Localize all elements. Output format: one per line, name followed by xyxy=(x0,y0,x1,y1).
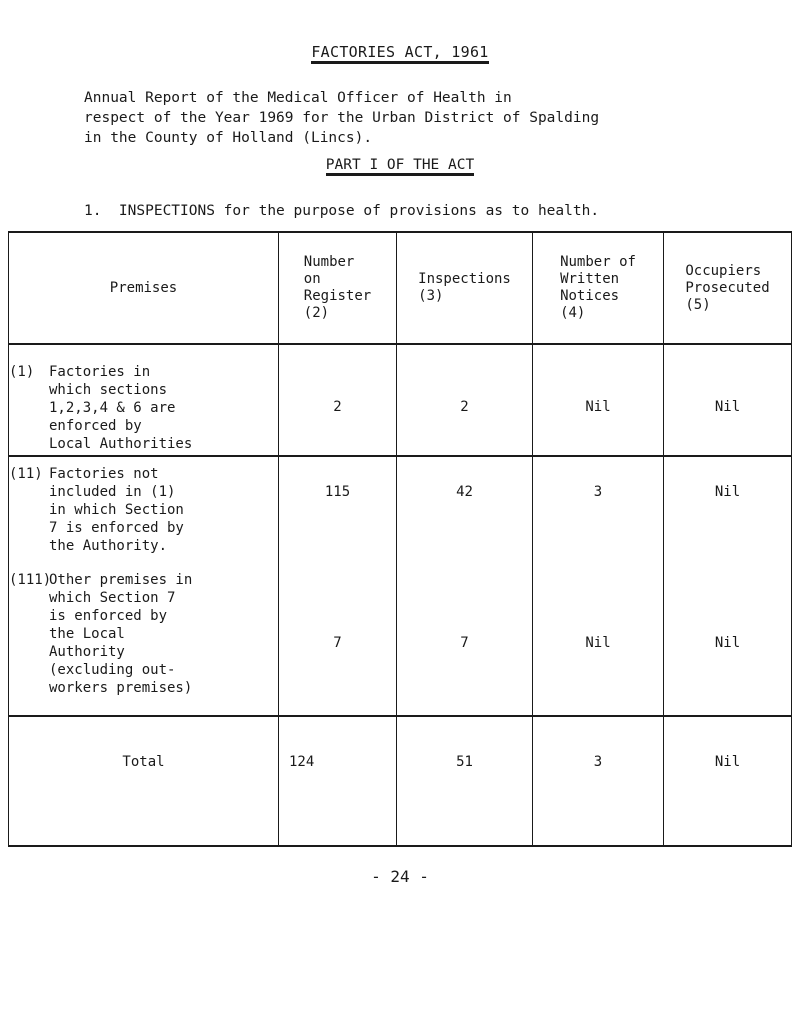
col-header-register: Number on Register (2) xyxy=(279,232,397,344)
inspections-cell: 7 xyxy=(397,563,533,716)
premises-cell xyxy=(9,563,279,716)
row-number: (11) xyxy=(9,466,43,482)
col-header-inspections: Inspections (3) xyxy=(397,232,533,344)
inspections-table xyxy=(8,231,792,847)
prosecuted-cell: Nil xyxy=(664,563,792,716)
total-label: Total xyxy=(9,716,279,846)
premises-label: Other premises in which Section 7 is enforced by the Local Authority (excluding out- workers premises) xyxy=(49,572,193,696)
row-number: (111) xyxy=(9,572,52,588)
total-notices: 3 xyxy=(533,716,664,846)
document-title: FACTORIES ACT, 1961 xyxy=(0,43,800,61)
notices-cell: 3 xyxy=(533,456,664,563)
register-cell: 7 xyxy=(279,563,397,716)
table-row xyxy=(9,456,792,563)
premises-label: Factories not included in (1) in which Section 7 is enforced by the Authority. xyxy=(49,466,184,554)
premises-cell xyxy=(9,456,279,563)
part-heading: PART I OF THE ACT xyxy=(0,157,800,173)
col-header-prosecuted: Occupiers Prosecuted (5) xyxy=(664,232,792,344)
notices-cell: Nil xyxy=(533,344,664,456)
total-row xyxy=(9,716,792,846)
table-row xyxy=(9,344,792,456)
section-heading: 1. INSPECTIONS for the purpose of provisions as to health. xyxy=(84,203,600,219)
inspections-cell: 42 xyxy=(397,456,533,563)
premises-label: Factories in which sections 1,2,3,4 & 6 are enforced by Local Authorities xyxy=(49,364,193,452)
prosecuted-cell: Nil xyxy=(664,456,792,563)
premises-cell xyxy=(9,344,279,456)
register-cell: 2 xyxy=(279,344,397,456)
table-header-row xyxy=(9,232,792,344)
total-register: 124 xyxy=(279,716,397,846)
prosecuted-cell: Nil xyxy=(664,344,792,456)
report-intro: Annual Report of the Medical Officer of Health in respect of the Year 1969 for the Urban District of Spalding in the County of Holland (Lincs). xyxy=(84,90,600,146)
total-inspections: 51 xyxy=(397,716,533,846)
row-number: (1) xyxy=(9,364,35,380)
total-prosecuted: Nil xyxy=(664,716,792,846)
page-number: - 24 - xyxy=(371,867,429,886)
inspections-cell: 2 xyxy=(397,344,533,456)
col-header-premises: Premises xyxy=(9,232,279,344)
col-header-notices: Number of Written Notices (4) xyxy=(533,232,664,344)
notices-cell: Nil xyxy=(533,563,664,716)
table-row xyxy=(9,563,792,716)
register-cell: 115 xyxy=(279,456,397,563)
